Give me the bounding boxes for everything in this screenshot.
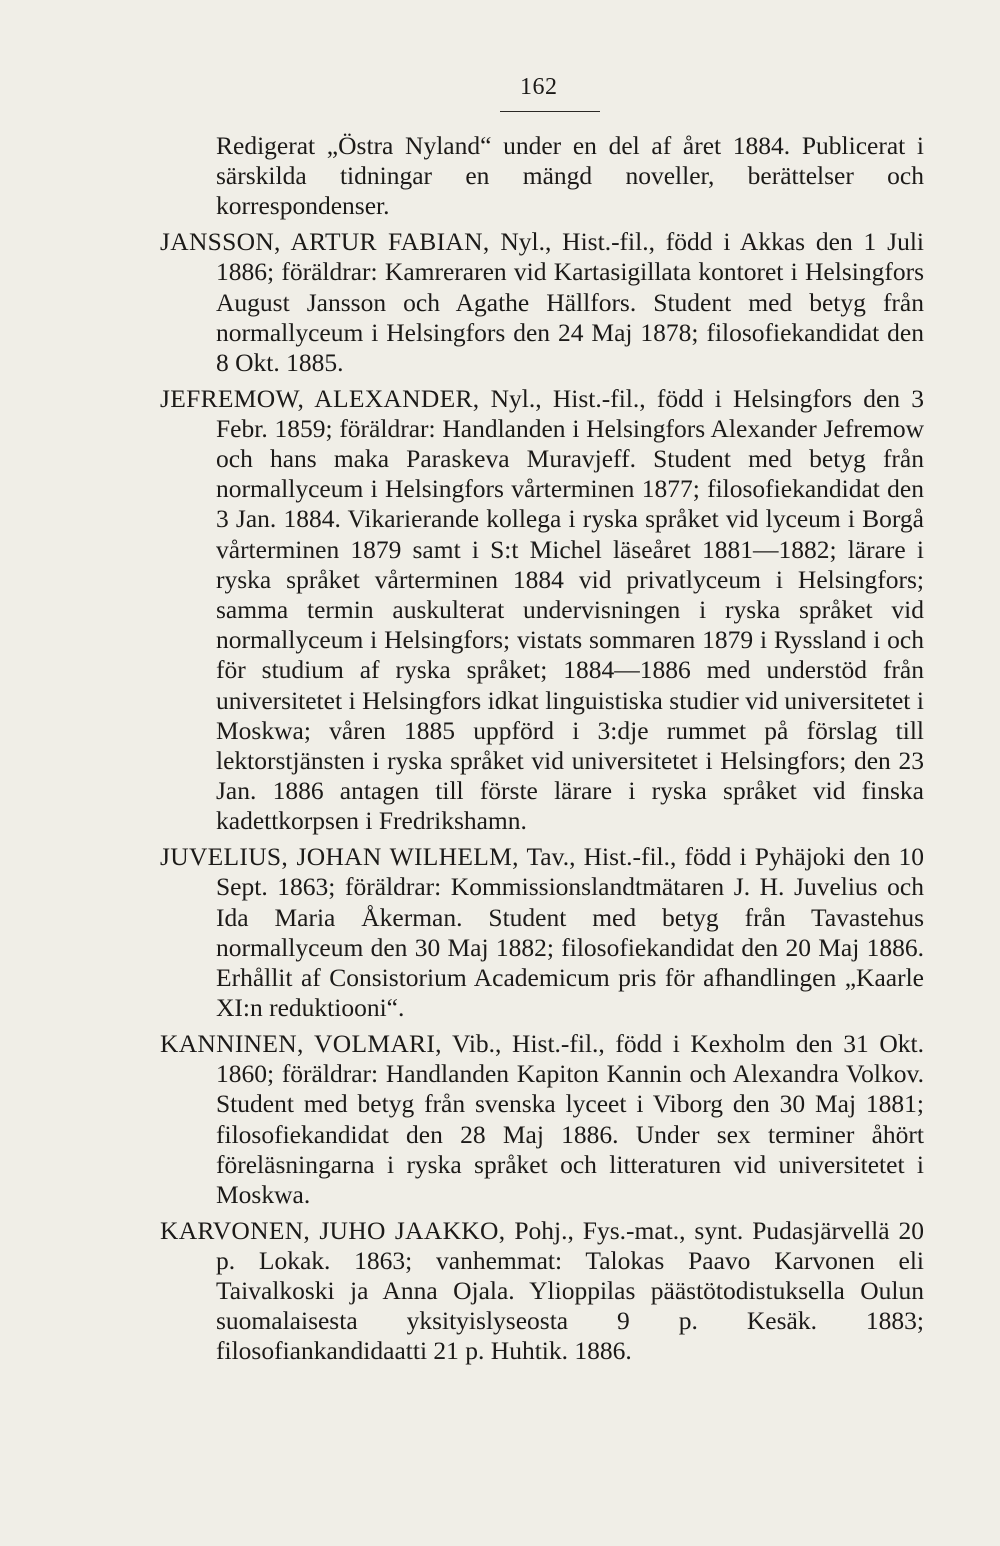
biographical-entries	[160, 131, 924, 1372]
entry-text: Vib., Hist.-fil., född i Kexholm den 31 Okt. 1860; föräldrar: Handlanden Kapiton Kannin och Alexandra Volkov. Student med betyg från svenska lyceet i Viborg den 30 Maj 1881; filosofiekandidat den 28 Maj 1886. Under sex terminer åhört föreläsningarna i ryska språket och litteraturen vid universitetet i Moskwa.	[216, 1028, 924, 1209]
entry-jansson	[160, 227, 924, 378]
entry-kanninen	[160, 1029, 924, 1210]
entry-name: JEFREMOW, ALEXANDER,	[160, 383, 480, 413]
entry-jefremow	[160, 384, 924, 837]
entry-text: Tav., Hist.-fil., född i Pyhäjoki den 10 Sept. 1863; föräldrar: Kommissionslandtmätaren J. H. Juvelius och Ida Maria Åkerman. Student med betyg från Tavastehus normallyceum den 30 Maj 1882; filosofiekandidat den 20 Maj 1886. Erhållit af Consistorium Academicum pris för afhandlingen „Kaarle XI:n reduktiooni“.	[216, 842, 925, 1023]
entry-text: Pohj., Fys.-mat., synt. Pudasjärvellä 20 p. Lokak. 1863; vanhemmat: Talokas Paavo Karvonen eli Taivalkoski ja Anna Ojala. Ylioppilas päästötodistuksella Oulun suomalaisesta yksityislyseosta 9 p. Kesäk. 1883; filosofiankandidaatti 21 p. Huhtik. 1886.	[216, 1215, 924, 1366]
entry-name: KARVONEN, JUHO JAAKKO,	[160, 1215, 506, 1245]
entry-juvelius	[160, 842, 924, 1023]
entry-text: Redigerat „Östra Nyland“ under en del af året 1884. Publicerat i särskilda tidningar en mängd noveller, berättelser och korrespondenser.	[216, 131, 924, 221]
page-number-rule	[500, 111, 600, 112]
entry-name: JUVELIUS, JOHAN WILHELM,	[160, 842, 519, 872]
entry-name: KANNINEN, VOLMARI,	[160, 1028, 442, 1058]
entry-text: Nyl., Hist.-fil., född i Akkas den 1 Juli 1886; föräldrar: Kamreraren vid Kartasigillata kontoret i Helsingfors August Jansson och Agathe Hällfors. Student med betyg från normallyceum i Helsingfors den 24 Maj 1878; filosofiekandidat den 8 Okt. 1885.	[216, 227, 924, 377]
entry-name: JANSSON, ARTUR FABIAN,	[160, 227, 490, 257]
entry-text: Nyl., Hist.-fil., född i Helsingfors den 3 Febr. 1859; föräldrar: Handlanden i Helsingfors Alexander Jefremow och hans maka Paraskeva Muravjeff. Student med betyg från normallyceum i Helsingfors vårterminen 1877; filosofiekandidat den 3 Jan. 1884. Vikarierande kollega i ryska språket vid lyceum i Borgå vårterminen 1879 samt i S:t Michel läseåret 1881—1882; lärare i ryska språket vårterminen 1884 vid privatlyceum i Helsingfors; samma termin auskulterat undervisningen i ryska språket vid normallyceum i Helsingfors; vistats sommaren 1879 i Ryssland i och för studium af ryska språket; 1884—1886 med understöd från universitetet i Helsingfors idkat linguistiska studier vid universitetet i Moskwa; våren 1885 uppförd i 3:dje rummet på förslag till lektorstjänsten i ryska språket vid universitetet i Helsingfors; den 23 Jan. 1886 antagen till förste lärare i ryska språket vid finska kadettkorpsen i Fredrikshamn.	[216, 383, 924, 836]
entry-continuation	[160, 131, 924, 222]
entry-karvonen	[160, 1216, 924, 1367]
page-number: 162	[520, 74, 558, 100]
